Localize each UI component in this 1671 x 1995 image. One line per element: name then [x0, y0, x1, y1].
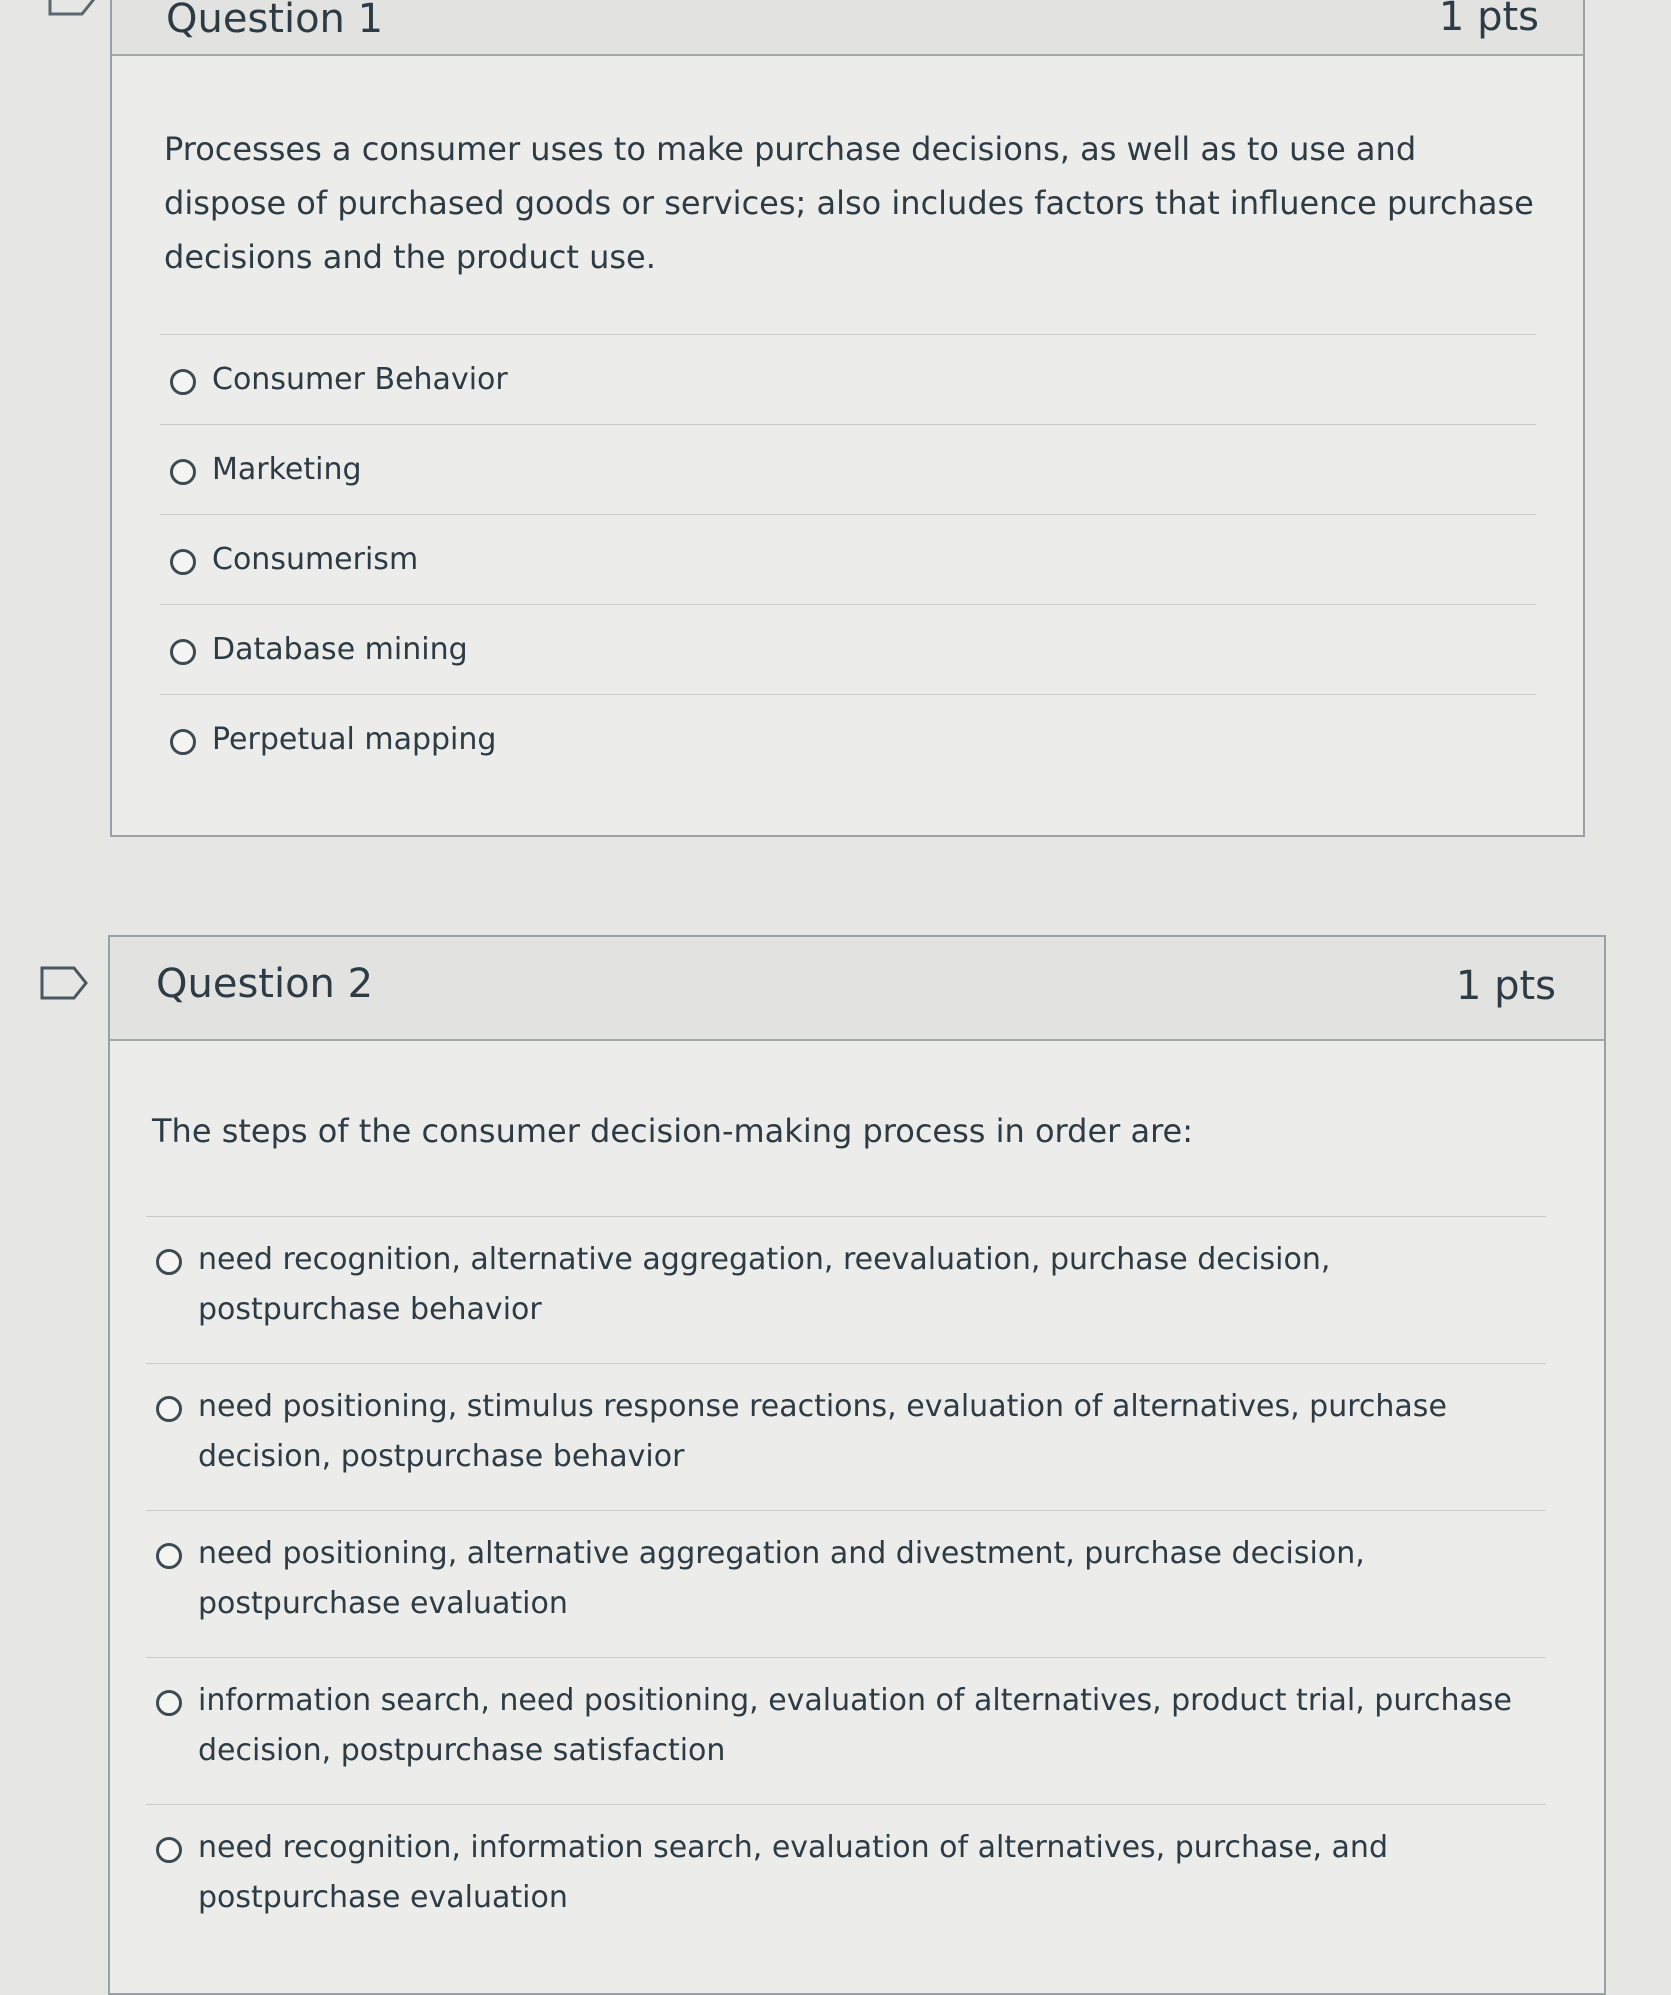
- question-text: The steps of the consumer decision-making process in order are:: [152, 1112, 1193, 1150]
- question-header: [110, 937, 1604, 1041]
- question-title: Question 2: [156, 961, 374, 1007]
- answer-option[interactable]: [160, 604, 1536, 694]
- answer-label[interactable]: need recognition, information search, evaluation of alternatives, purchase, and postpurchase evaluation: [198, 1830, 1388, 1915]
- question-points: 1 pts: [1438, 0, 1539, 40]
- answer-label[interactable]: need positioning, alternative aggregation and divestment, purchase decision, postpurchase evaluation: [198, 1536, 1365, 1621]
- answer-option[interactable]: [160, 424, 1536, 514]
- radio-button[interactable]: [170, 369, 196, 395]
- answer-list: [160, 334, 1536, 784]
- radio-button[interactable]: [156, 1543, 182, 1569]
- flag-question-icon[interactable]: [40, 966, 88, 1000]
- answer-option[interactable]: [160, 334, 1536, 424]
- question-points: 1 pts: [1455, 963, 1556, 1009]
- question-text: Processes a consumer uses to make purchase decisions, as well as to use and dispose of purchased goods or services; also includes factors that influence purchase decisions and the product use.: [164, 130, 1534, 276]
- radio-button[interactable]: [170, 729, 196, 755]
- radio-button[interactable]: [156, 1249, 182, 1275]
- radio-button[interactable]: [170, 549, 196, 575]
- question-title: Question 1: [166, 0, 384, 42]
- answer-label[interactable]: information search, need positioning, evaluation of alternatives, product trial, purchase decision, postpurchase satisfaction: [198, 1683, 1512, 1768]
- answer-option[interactable]: [146, 1804, 1546, 1951]
- answer-label[interactable]: Consumerism: [212, 542, 419, 577]
- answer-option[interactable]: [160, 694, 1536, 784]
- answer-option[interactable]: [160, 514, 1536, 604]
- question-header: [112, 0, 1583, 56]
- answer-option[interactable]: [146, 1510, 1546, 1657]
- radio-button[interactable]: [170, 459, 196, 485]
- answer-label[interactable]: Consumer Behavior: [212, 362, 508, 397]
- radio-button[interactable]: [156, 1690, 182, 1716]
- answer-label[interactable]: need recognition, alternative aggregation, reevaluation, purchase decision, postpurchase behavior: [198, 1242, 1331, 1327]
- answer-list: [146, 1216, 1546, 1951]
- radio-button[interactable]: [156, 1396, 182, 1422]
- radio-button[interactable]: [156, 1837, 182, 1863]
- radio-button[interactable]: [170, 639, 196, 665]
- answer-option[interactable]: [146, 1657, 1546, 1804]
- answer-option[interactable]: [146, 1363, 1546, 1510]
- answer-option[interactable]: [146, 1216, 1546, 1363]
- answer-label[interactable]: need positioning, stimulus response reactions, evaluation of alternatives, purchase decision, postpurchase behavior: [198, 1389, 1447, 1474]
- answer-label[interactable]: Marketing: [212, 452, 362, 487]
- flag-question-icon[interactable]: [48, 0, 96, 16]
- answer-label[interactable]: Perpetual mapping: [212, 722, 497, 757]
- answer-label[interactable]: Database mining: [212, 632, 468, 667]
